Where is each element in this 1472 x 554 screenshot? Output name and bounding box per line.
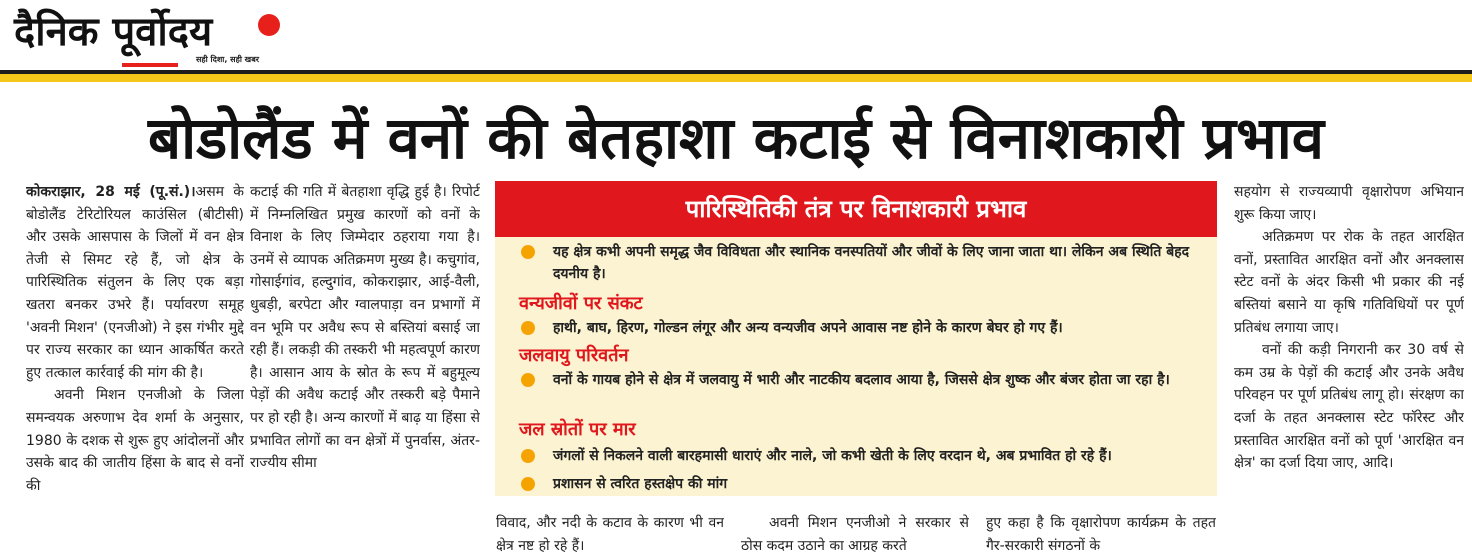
article-column-5: [986, 512, 1216, 554]
newspaper-logo: दैनिक पूर्वोदय: [14, 9, 213, 55]
bullet-dot-icon: [521, 321, 535, 335]
box-bullet: [519, 369, 1209, 415]
paragraph: अतिक्रमण पर रोक के तहत आरक्षित वनों, प्रस्तावित आरक्षित वनों और अनक्लास स्टेट वनों के अंदर किसी भी प्रकार की नई बस्तियां बसाने या कृषि गतिविधियों पर पूर्ण प्रतिबंध लगाया जाए।: [1234, 229, 1464, 336]
logo-tagline: सही दिशा, सही खबर: [196, 55, 260, 64]
box-bullet: [519, 317, 1209, 341]
bullet-text: प्रशासन से त्वरित हस्तक्षेप की मांग: [553, 476, 728, 492]
bullet-dot-icon: [521, 449, 535, 463]
box-title: पारिस्थितिकी तंत्र पर विनाशकारी प्रभाव: [495, 181, 1217, 237]
paragraph: हुए कहा है कि वृक्षारोपण कार्यक्रम के तहत गैर-सरकारी संगठनों के: [986, 515, 1216, 554]
paragraph: सहयोग से राज्यव्यापी वृक्षारोपण अभियान शुरू किया जाए।: [1234, 184, 1464, 223]
article-column-6: [1234, 181, 1464, 553]
highlight-box: [495, 181, 1217, 496]
box-subheading: वन्यजीवों पर संकट: [519, 293, 643, 314]
masthead-yellow-band: [0, 74, 1472, 82]
bullet-dot-icon: [521, 477, 535, 491]
article-column-1: [26, 181, 244, 553]
paragraph: कटाई की गति में बेतहाशा वृद्धि हुई है। रिपोर्ट में निम्नलिखित प्रमुख कारणों को वनों के विनाश के लिए जिम्मेदार ठहराया गया है। उनमें से व्यापक अतिक्रमण मुख्य है। कचुगांव, गोसाईगांव, हल्दुगांव, कोकराझार, आई-वैली, धुबड़ी, बरपेटा और ग्वालपाड़ा वन प्रभागों में वन भूमि पर अवैध रूप से बस्तियां बसाई जा रही हैं। लकड़ी की तस्करी भी महत्वपूर्ण कारण है। आसान आय के स्रोत के रूप में बहुमूल्य पेड़ों की अवैध कटाई और तस्करी बड़े पैमाने पर हो रही है। अन्य कारणों में बाढ़ या हिंसा से प्रभावित लोगों का वन क्षेत्रों में पुनर्वास, अंतर-राज्यीय सीमा: [250, 184, 480, 472]
dateline: कोकराझार, 28 मई (पू.सं.)।: [26, 184, 196, 200]
logo-red-strip: [122, 63, 178, 67]
bullet-text: जंगलों से निकलने वाली बारहमासी धाराएं और नाले, जो कभी खेती के लिए वरदान थे, अब प्रभावित हो रहे हैं।: [553, 448, 1112, 464]
box-bullet: [519, 473, 1209, 495]
bullet-dot-icon: [521, 245, 535, 259]
bullet-text: यह क्षेत्र कभी अपनी समृद्ध जैव विविधता और स्थानिक वनस्पतियों और जीवों के लिए जाना जाता था। लेकिन अब स्थिति बेहद दयनीय है।: [553, 244, 1190, 282]
article-column-3: [496, 512, 724, 554]
bullet-text: हाथी, बाघ, हिरण, गोल्डन लंगूर और अन्य वन्यजीव अपने आवास नष्ट होने के कारण बेघर हो गए हैं।: [553, 320, 1063, 336]
article-column-4: [741, 512, 969, 554]
box-body: [519, 241, 1209, 495]
box-subheading: जलवायु परिवर्तन: [519, 345, 629, 366]
paragraph: अवनी मिशन एनजीओ ने सरकार से ठोस कदम उठाने का आग्रह करते: [741, 515, 969, 554]
box-bullet: [519, 241, 1209, 289]
box-bullet: [519, 445, 1209, 467]
paragraph: वनों की कड़ी निगरानी कर 30 वर्ष से कम उम्र के पेड़ों की कटाई और उनके अवैध परिवहन पर पूर्ण प्रतिबंध लागू हो। संरक्षण का दर्जा के तहत अनक्लास स्टेट फॉरेस्ट और प्रस्तावित आरक्षित वनों को पूर्ण 'आरक्षित वन क्षेत्र' का दर्जा दिया जाए, आदि।: [1234, 342, 1464, 472]
bullet-text: वनों के गायब होने से क्षेत्र में जलवायु में भारी और नाटकीय बदलाव आया है, जिससे क्षेत्र शुष्क और बंजर होता जा रहा है।: [553, 372, 1170, 388]
logo-red-dot-icon: [258, 14, 280, 36]
article-headline: बोडोलैंड में वनों की बेतहाशा कटाई से विनाशकारी प्रभाव: [147, 104, 1325, 172]
article-column-2: [250, 181, 480, 553]
paragraph: असम के बोडोलैंड टेरिटोरियल काउंसिल (बीटीसी) और उसके आसपास के जिलों में वन क्षेत्र तेजी से सिमट रहे हैं, जो क्षेत्र के पारिस्थितिक संतुलन के लिए एक बड़ा खतरा बनकर उभरे हैं। पर्यावरण समूह 'अवनी मिशन' (एनजीओ) ने इस गंभीर मुद्दे पर राज्य सरकार का ध्यान आकर्षित करते हुए तत्काल कार्रवाई की मांग की है।: [26, 184, 244, 381]
paragraph: अवनी मिशन एनजीओ के जिला समन्वयक अरुणाभ देव शर्मा के अनुसार, 1980 के दशक से शुरू हुए आंदोलनों और उसके बाद की जातीय हिंसा के बाद से वनों की: [26, 387, 244, 494]
box-subheading: जल स्रोतों पर मार: [519, 419, 636, 440]
masthead: [0, 0, 1472, 78]
bullet-dot-icon: [521, 373, 535, 387]
paragraph: विवाद, और नदी के कटाव के कारण भी वन क्षेत्र नष्ट हो रहे हैं।: [496, 515, 724, 554]
